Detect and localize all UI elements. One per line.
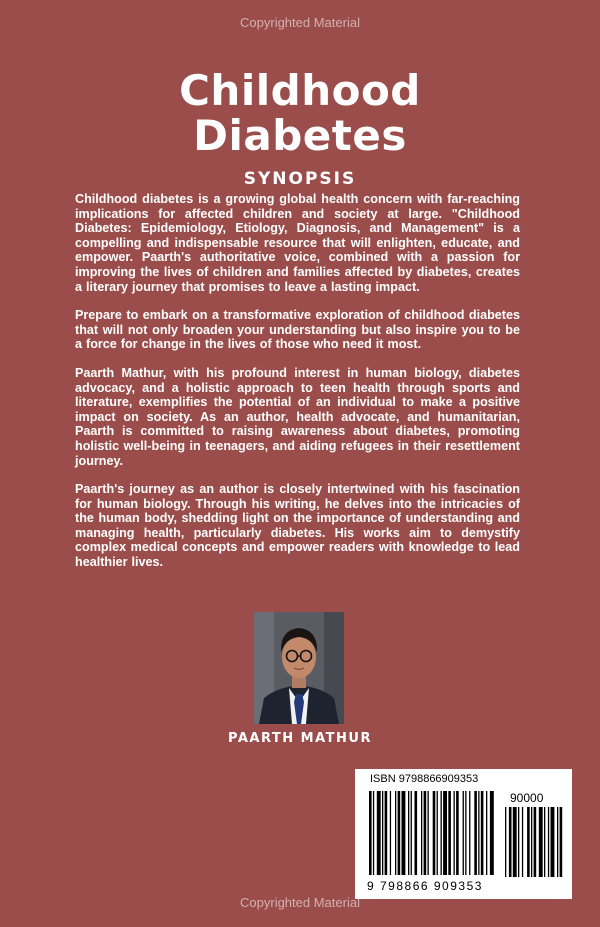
copyright-watermark-top: Copyrighted Material [240, 15, 360, 30]
book-title [0, 68, 600, 158]
barcode-digits: 9 798866 909353 [367, 879, 483, 893]
isbn-label: ISBN 9798866909353 [370, 773, 479, 785]
synopsis-paragraph-4: Paarth's journey as an author is closely intertwined with his fascination for human biology. Through his writing, he delves into the intricacies of the human body, shedding light on the importance of understanding and managing health, particularly diabetes. His works aim to demystify complex medical concepts and empower readers with knowledge to lead healthier lives. [75, 482, 520, 570]
synopsis-paragraph-1: Childhood diabetes is a growing global health concern with far-reaching implications for affected children and society at large. "Childhood Diabetes: Epidemiology, Etiology, Diagnosis, and Management" is a compelling and indispensable resource that will enlighten, educate, and empower. Paarth's authoritative voice, combined with a passion for improving the lives of children and families affected by diabetes, creates a literary journey that promises to leave a lasting impact. [75, 192, 520, 294]
title-line-2: Diabetes [193, 111, 407, 160]
author-portrait-image [254, 612, 344, 724]
synopsis-text [75, 192, 520, 584]
synopsis-heading: SYNOPSIS [243, 169, 357, 189]
title-line-1: Childhood [179, 66, 421, 115]
author-name: PAARTH MATHUR [228, 731, 372, 746]
price-code: 90000 [510, 791, 544, 805]
barcode-bars [365, 787, 565, 879]
synopsis-paragraph-2: Prepare to embark on a transformative exploration of childhood diabetes that will not only broaden your understanding but also inspire you to be a force for change in the lives of those who need it most. [75, 308, 520, 352]
copyright-watermark-bottom: Copyrighted Material [240, 895, 360, 910]
synopsis-paragraph-3: Paarth Mathur, with his profound interest in human biology, diabetes advocacy, and a holistic approach to teen health through sports and literature, exemplifies the potential of an individual to make a positive impact on society. As an author, health advocate, and humanitarian, Paarth is committed to raising awareness about diabetes, promoting holistic well-being in teenagers, and aiding refugees in their resettlement journey. [75, 365, 520, 468]
isbn-barcode [355, 769, 572, 899]
author-photo [254, 612, 344, 724]
